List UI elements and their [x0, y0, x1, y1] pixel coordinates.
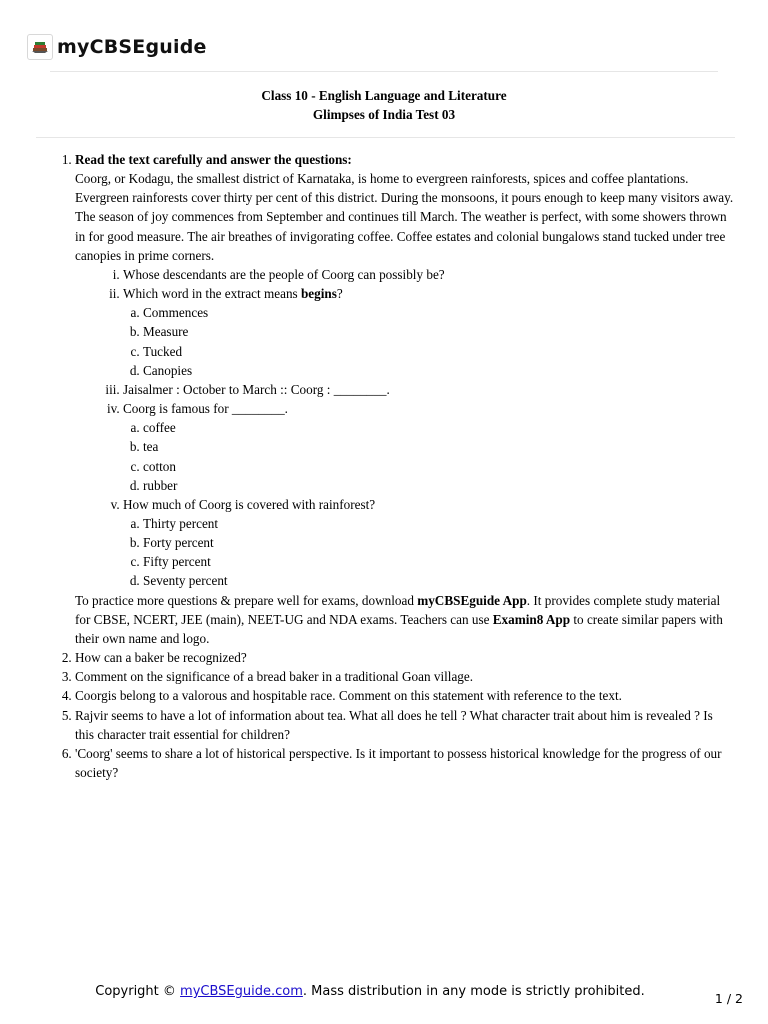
header-divider [50, 71, 718, 72]
brand-name: myCBSEguide [57, 36, 207, 58]
q1-sub-3: iii. Jaisalmer : October to March :: Coorg : ________. [123, 380, 735, 399]
examin8-app-name: Examin8 App [492, 611, 571, 627]
q1-sub-5: v. How much of Coorg is covered with rainforest? a. Thirty percent b. Forty percent c. Fifty percent d. Seventy percent [123, 495, 735, 591]
q1-passage: Coorg, or Kodagu, the smallest district of Karnataka, is home to evergreen rainforests, spices and coffee plantations. Evergreen rainforests cover thirty per cent of this district. During the monsoons, it pours enough to keep many visitors away. The season of joy commences from September and continues till March. The weather is perfect, with some showers thrown in for good measure. The air breathes of invigorating coffee. Coffee estates and colonial bungalows stand tucked under tree canopies in prime corners. [75, 171, 734, 263]
page-number: 1 / 2 [714, 991, 743, 1006]
option: b. Measure [143, 322, 735, 341]
question-6: 6. 'Coorg' seems to share a lot of historical perspective. Is it important to possess historical knowledge for the progress of our society? [75, 744, 735, 782]
option: d. Canopies [143, 361, 735, 380]
option: a. Commences [143, 303, 735, 322]
app-name: myCBSEguide App [417, 592, 527, 608]
q1-sub-2: ii. Which word in the extract means begins? a. Commences b. Measure c. Tucked d. Canopies [123, 284, 735, 380]
q1-sub-4-options [123, 418, 735, 495]
q1-sub-1: i. Whose descendants are the people of Coorg can possibly be? [123, 265, 735, 284]
q1-sub-5-options [123, 514, 735, 591]
header-logo [27, 33, 207, 61]
question-3: 3. Comment on the significance of a bread baker in a traditional Goan village. [75, 667, 735, 686]
option: d. Seventy percent [143, 571, 735, 590]
option: a. coffee [143, 418, 735, 437]
question-5: 5. Rajvir seems to have a lot of information about tea. What all does he tell ? What character trait about him is revealed ? Is this character trait essential for children? [75, 706, 735, 744]
q1-heading: Read the text carefully and answer the questions: [75, 152, 352, 167]
option: b. tea [143, 437, 735, 456]
question-4: 4. Coorgis belong to a valorous and hospitable race. Comment on this statement with reference to the text. [75, 686, 735, 705]
option: d. rubber [143, 476, 735, 495]
question-content [75, 150, 735, 782]
question-list [75, 150, 735, 782]
logo-icon [27, 34, 53, 60]
question-1 [75, 150, 735, 648]
footer-copyright: Copyright © myCBSEguide.com. Mass distribution in any mode is strictly prohibited. [95, 984, 645, 999]
title-line-1: Class 10 - English Language and Literature [261, 88, 507, 103]
option: c. Tucked [143, 342, 735, 361]
site-link[interactable]: myCBSEguide.com [180, 984, 303, 999]
page-title [0, 86, 768, 124]
question-2: 2. How can a baker be recognized? [75, 648, 735, 667]
title-divider [36, 137, 735, 138]
option: c. cotton [143, 457, 735, 476]
option: b. Forty percent [143, 533, 735, 552]
promo-text: To practice more questions & prepare well for exams, download myCBSEguide App. It provides complete study material for CBSE, NCERT, JEE (main), NEET-UG and NDA exams. Teachers can use Examin8 App to create similar papers with their own name and logo. [75, 592, 723, 646]
option: a. Thirty percent [143, 514, 735, 533]
q1-subquestions [75, 265, 735, 591]
q1-sub-2-options [123, 303, 735, 380]
option: c. Fifty percent [143, 552, 735, 571]
title-line-2: Glimpses of India Test 03 [312, 107, 456, 122]
q1-sub-4: iv. Coorg is famous for ________. a. coffee b. tea c. cotton d. rubber [123, 399, 735, 495]
